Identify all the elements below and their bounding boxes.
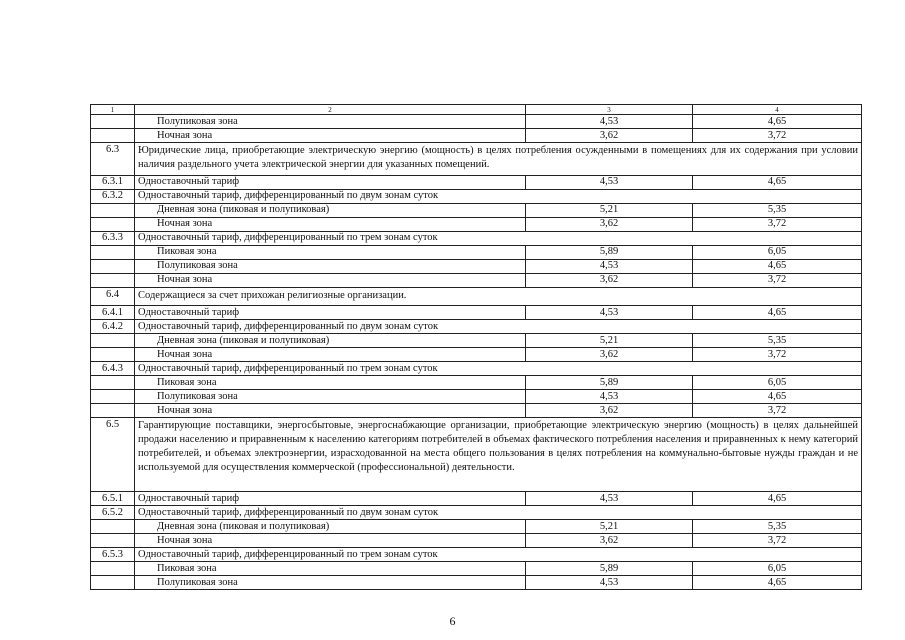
zone-label: Пиковая зона [135,376,526,390]
tariff-label: Одноставочный тариф [135,306,526,320]
tariff-value-col3: 4,53 [526,306,693,320]
zone-label: Пиковая зона [135,245,526,259]
tariff-group-label: Одноставочный тариф, дифференцированный по трем зонам суток [135,231,862,245]
empty-number-cell [91,203,135,217]
tariff-value-col4: 4,65 [693,175,862,189]
zone-label: Дневная зона (пиковая и полупиковая) [135,334,526,348]
zone-label: Ночная зона [135,534,526,548]
tariff-value-col4: 5,35 [693,334,862,348]
empty-number-cell [91,115,135,129]
section-row [91,143,862,176]
tariff-group-label: Одноставочный тариф, дифференцированный по двум зонам суток [135,320,862,334]
empty-number-cell [91,390,135,404]
tariff-item-row [91,306,862,320]
tariff-zone-row [91,390,862,404]
zone-label: Полупиковая зона [135,576,526,590]
tariff-value-col3: 5,21 [526,520,693,534]
tariff-value-col3: 3,62 [526,217,693,231]
zone-label: Полупиковая зона [135,390,526,404]
tariff-value-col3: 5,21 [526,203,693,217]
tariff-zone-row [91,273,862,287]
tariff-group-row [91,506,862,520]
tariff-group-row [91,231,862,245]
tariff-zone-row [91,562,862,576]
section-number: 6.5 [91,418,135,492]
tariff-value-col4: 4,65 [693,576,862,590]
tariff-value-col4: 3,72 [693,129,862,143]
zone-label: Полупиковая зона [135,115,526,129]
tariff-group-label: Одноставочный тариф, дифференцированный по трем зонам суток [135,548,862,562]
tariff-zone-row [91,259,862,273]
zone-label: Ночная зона [135,404,526,418]
empty-number-cell [91,129,135,143]
column-number-4: 4 [693,105,862,115]
section-description: Юридические лица, приобретающие электрическую энергию (мощность) в целях потребления осужденными в помещениях для их содержания при условии наличия раздельного учета электрической энергии для указанных помещений. [135,143,862,176]
tariff-value-col3: 4,53 [526,492,693,506]
tariff-value-col3: 3,62 [526,404,693,418]
section-row [91,418,862,492]
tariff-value-col3: 4,53 [526,576,693,590]
tariff-zone-row [91,334,862,348]
tariff-group-row [91,320,862,334]
tariff-value-col3: 5,21 [526,334,693,348]
tariff-group-row [91,189,862,203]
tariff-zone-row [91,520,862,534]
item-number: 6.4.2 [91,320,135,334]
tariff-group-row [91,548,862,562]
item-number: 6.3.3 [91,231,135,245]
tariff-value-col4: 4,65 [693,492,862,506]
tariff-value-col4: 3,72 [693,534,862,548]
zone-label: Ночная зона [135,129,526,143]
tariff-value-col3: 5,89 [526,376,693,390]
tariff-value-col4: 5,35 [693,203,862,217]
tariff-group-label: Одноставочный тариф, дифференцированный по трем зонам суток [135,362,862,376]
zone-label: Ночная зона [135,273,526,287]
tariff-group-row [91,362,862,376]
tariff-label: Одноставочный тариф [135,175,526,189]
tariff-zone-row [91,129,862,143]
empty-number-cell [91,245,135,259]
tariff-zone-row [91,376,862,390]
page-number: 6 [449,614,456,628]
tariff-value-col4: 4,65 [693,115,862,129]
empty-number-cell [91,576,135,590]
tariff-value-col3: 5,89 [526,562,693,576]
tariff-value-col3: 3,62 [526,273,693,287]
item-number: 6.5.2 [91,506,135,520]
tariff-item-row [91,175,862,189]
tariff-value-col4: 4,65 [693,390,862,404]
column-number-3: 3 [526,105,693,115]
tariff-zone-row [91,203,862,217]
empty-number-cell [91,534,135,548]
tariff-zone-row [91,115,862,129]
tariff-value-col4: 4,65 [693,259,862,273]
tariff-label: Одноставочный тариф [135,492,526,506]
empty-number-cell [91,348,135,362]
column-number-1: 1 [91,105,135,115]
zone-label: Дневная зона (пиковая и полупиковая) [135,520,526,534]
tariff-group-label: Одноставочный тариф, дифференцированный по двум зонам суток [135,506,862,520]
tariff-value-col4: 3,72 [693,273,862,287]
tariff-table [90,104,862,590]
tariff-value-col4: 3,72 [693,217,862,231]
tariff-value-col4: 6,05 [693,562,862,576]
tariff-value-col4: 5,35 [693,520,862,534]
item-number: 6.4.3 [91,362,135,376]
zone-label: Ночная зона [135,348,526,362]
zone-label: Полупиковая зона [135,259,526,273]
tariff-value-col3: 4,53 [526,115,693,129]
tariff-zone-row [91,534,862,548]
section-description: Гарантирующие поставщики, энергосбытовые, энергоснабжающие организации, приобретающие электрическую энергию (мощность) в целях дальнейшей продажи населению и приравненным к населению категориям потребителей в объемах фактического потребления населения и приравненных к нему категорий потребителей, и объемах электроэнергии, израсходованной на места общего пользования в целях потребления на коммунально-бытовые нужды граждан и не используемой для осуществления коммерческой (профессиональной) деятельности. [135,418,862,492]
empty-number-cell [91,217,135,231]
tariff-zone-row [91,217,862,231]
tariff-item-row [91,492,862,506]
tariff-table-body [91,105,862,590]
tariff-value-col3: 3,62 [526,534,693,548]
tariff-value-col3: 5,89 [526,245,693,259]
tariff-zone-row [91,576,862,590]
tariff-zone-row [91,348,862,362]
zone-label: Ночная зона [135,217,526,231]
section-description: Содержащиеся за счет прихожан религиозные организации. [135,287,862,306]
tariff-group-label: Одноставочный тариф, дифференцированный по двум зонам суток [135,189,862,203]
item-number: 6.5.3 [91,548,135,562]
tariff-value-col3: 4,53 [526,259,693,273]
section-number: 6.3 [91,143,135,176]
section-number: 6.4 [91,287,135,306]
zone-label: Дневная зона (пиковая и полупиковая) [135,203,526,217]
tariff-value-col3: 4,53 [526,175,693,189]
item-number: 6.3.1 [91,175,135,189]
tariff-value-col3: 4,53 [526,390,693,404]
empty-number-cell [91,273,135,287]
empty-number-cell [91,404,135,418]
section-row [91,287,862,306]
empty-number-cell [91,259,135,273]
zone-label: Пиковая зона [135,562,526,576]
tariff-value-col4: 6,05 [693,376,862,390]
empty-number-cell [91,562,135,576]
item-number: 6.3.2 [91,189,135,203]
item-number: 6.5.1 [91,492,135,506]
column-number-header-row [91,105,862,115]
empty-number-cell [91,376,135,390]
tariff-value-col4: 6,05 [693,245,862,259]
tariff-value-col4: 4,65 [693,306,862,320]
item-number: 6.4.1 [91,306,135,320]
empty-number-cell [91,334,135,348]
tariff-value-col3: 3,62 [526,129,693,143]
tariff-value-col4: 3,72 [693,348,862,362]
tariff-zone-row [91,245,862,259]
column-number-2: 2 [135,105,526,115]
empty-number-cell [91,520,135,534]
tariff-zone-row [91,404,862,418]
tariff-value-col4: 3,72 [693,404,862,418]
tariff-value-col3: 3,62 [526,348,693,362]
